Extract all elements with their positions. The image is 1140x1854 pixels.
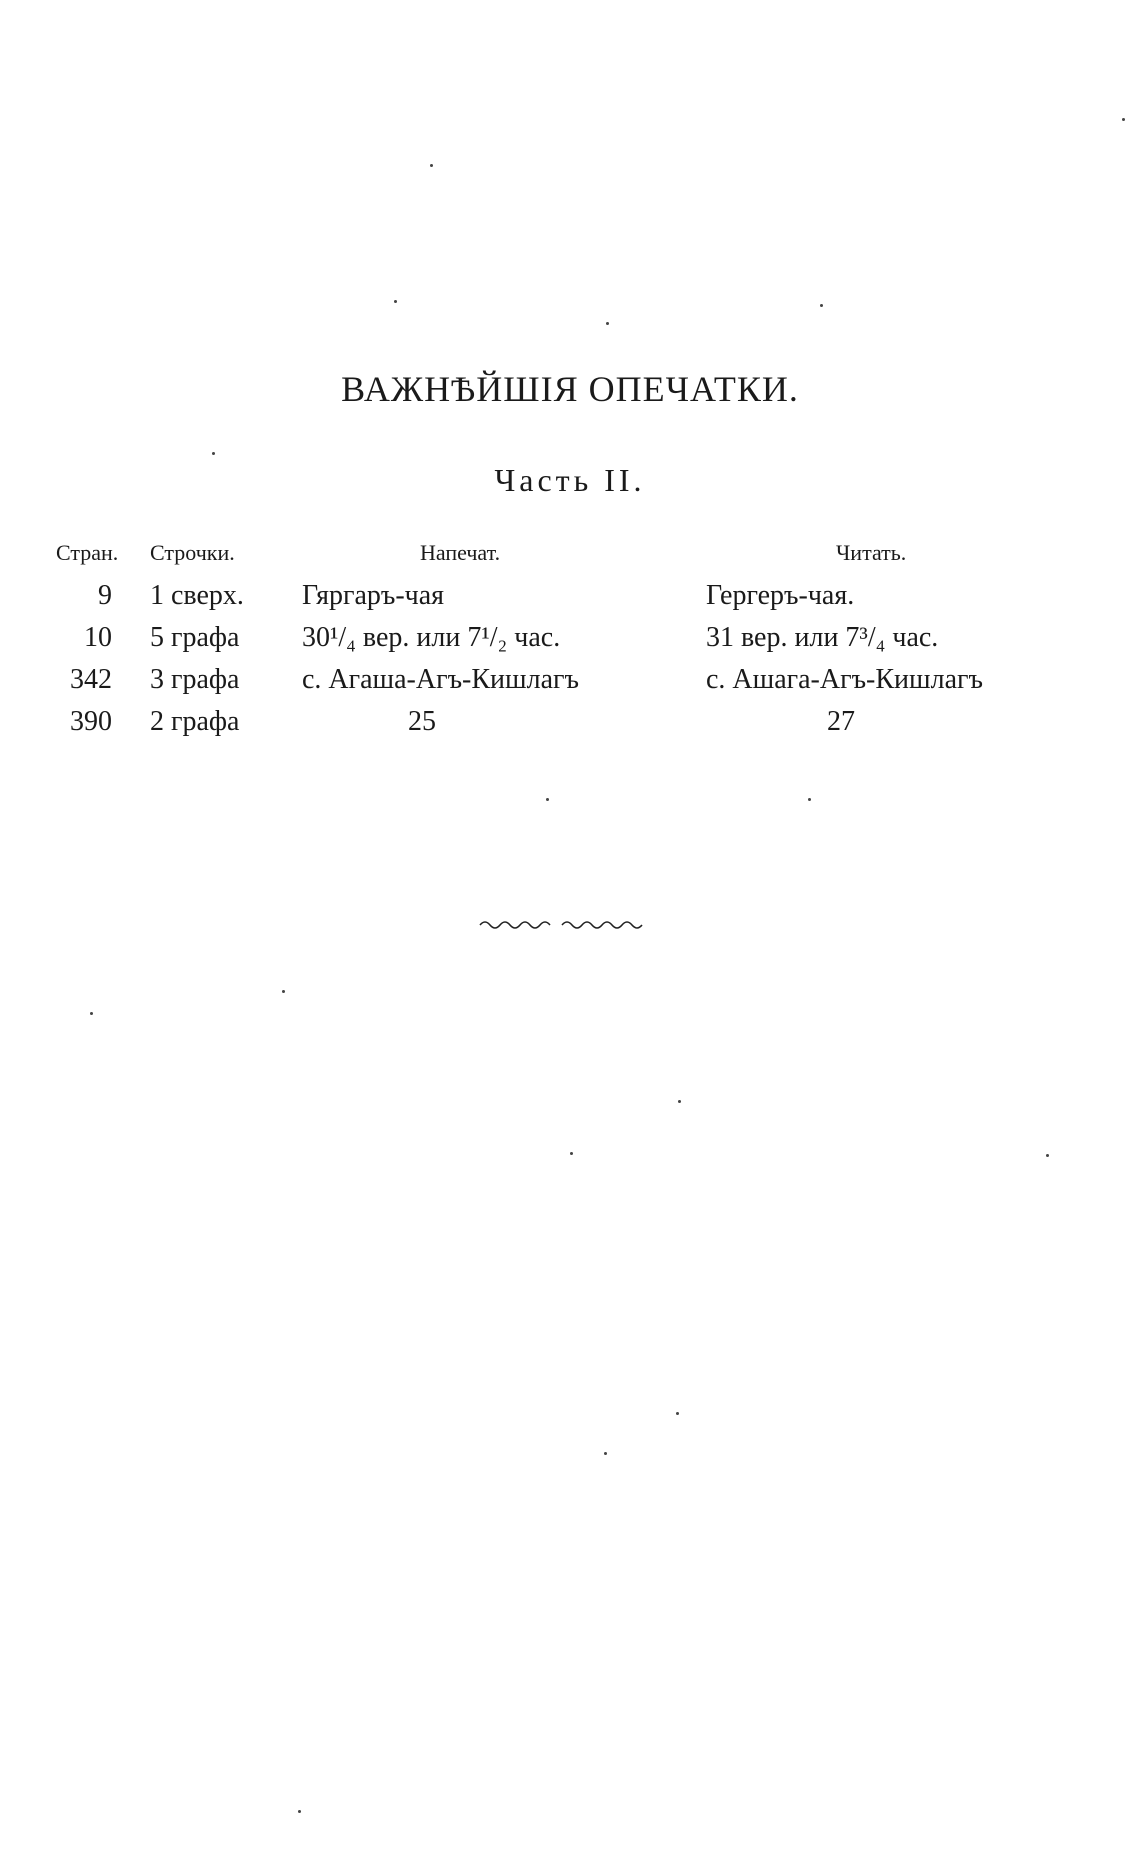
wavy-line-right	[562, 922, 642, 928]
errata-row	[56, 664, 1066, 706]
scan-speck	[394, 300, 397, 303]
errata-page: 10	[84, 622, 112, 653]
column-header-printed: Напечат.	[420, 540, 501, 565]
errata-page: 390	[70, 706, 112, 737]
errata-line: 3 графа	[150, 664, 240, 695]
scan-speck	[546, 798, 549, 801]
column-header-read: Читать.	[836, 540, 907, 565]
errata-row	[56, 580, 1066, 622]
errata-line: 5 графа	[150, 622, 240, 653]
errata-line: 2 графа	[150, 706, 240, 737]
errata-printed: 25	[408, 706, 436, 737]
scan-speck	[604, 1452, 607, 1455]
scan-speck	[430, 164, 433, 167]
scan-speck	[90, 1012, 93, 1015]
errata-page: 9	[98, 580, 112, 611]
scan-speck	[676, 1412, 679, 1415]
errata-line: 1 сверх.	[150, 580, 244, 611]
scan-speck	[808, 798, 811, 801]
scan-speck	[678, 1100, 681, 1103]
column-header-page: Стран.	[56, 540, 119, 565]
errata-printed: 30¹/₄ вер. или 7¹/₂ час.	[302, 622, 561, 653]
scan-speck	[1122, 118, 1125, 121]
scan-speck	[820, 304, 823, 307]
errata-printed: с. Агаша-Агъ-Кишлагъ	[302, 664, 579, 695]
errata-read: 31 вер. или 7³/₄ час.	[706, 622, 939, 653]
errata-read: 27	[827, 706, 855, 737]
column-header-line: Строчки.	[150, 540, 235, 565]
wavy-divider-ornament	[478, 918, 648, 932]
scan-speck	[570, 1152, 573, 1155]
scan-speck	[298, 1810, 301, 1813]
scan-speck	[282, 990, 285, 993]
scan-speck	[1046, 1154, 1049, 1157]
page-title: ВАЖНѢЙШІЯ ОПЕЧАТКИ.	[341, 369, 799, 409]
scan-speck	[606, 322, 609, 325]
errata-read: Гергеръ-чая.	[706, 580, 855, 611]
errata-row	[56, 706, 1066, 748]
scan-speck	[212, 452, 215, 455]
errata-table	[56, 540, 1066, 748]
errata-read: с. Ашага-Агъ-Кишлагъ	[706, 664, 983, 695]
errata-row	[56, 622, 1066, 664]
errata-header-row	[56, 540, 1066, 580]
errata-page: 342	[70, 664, 112, 695]
errata-printed: Гяргаръ-чая	[302, 580, 445, 611]
wavy-line-left	[480, 922, 550, 928]
part-title: Часть II.	[494, 462, 646, 498]
